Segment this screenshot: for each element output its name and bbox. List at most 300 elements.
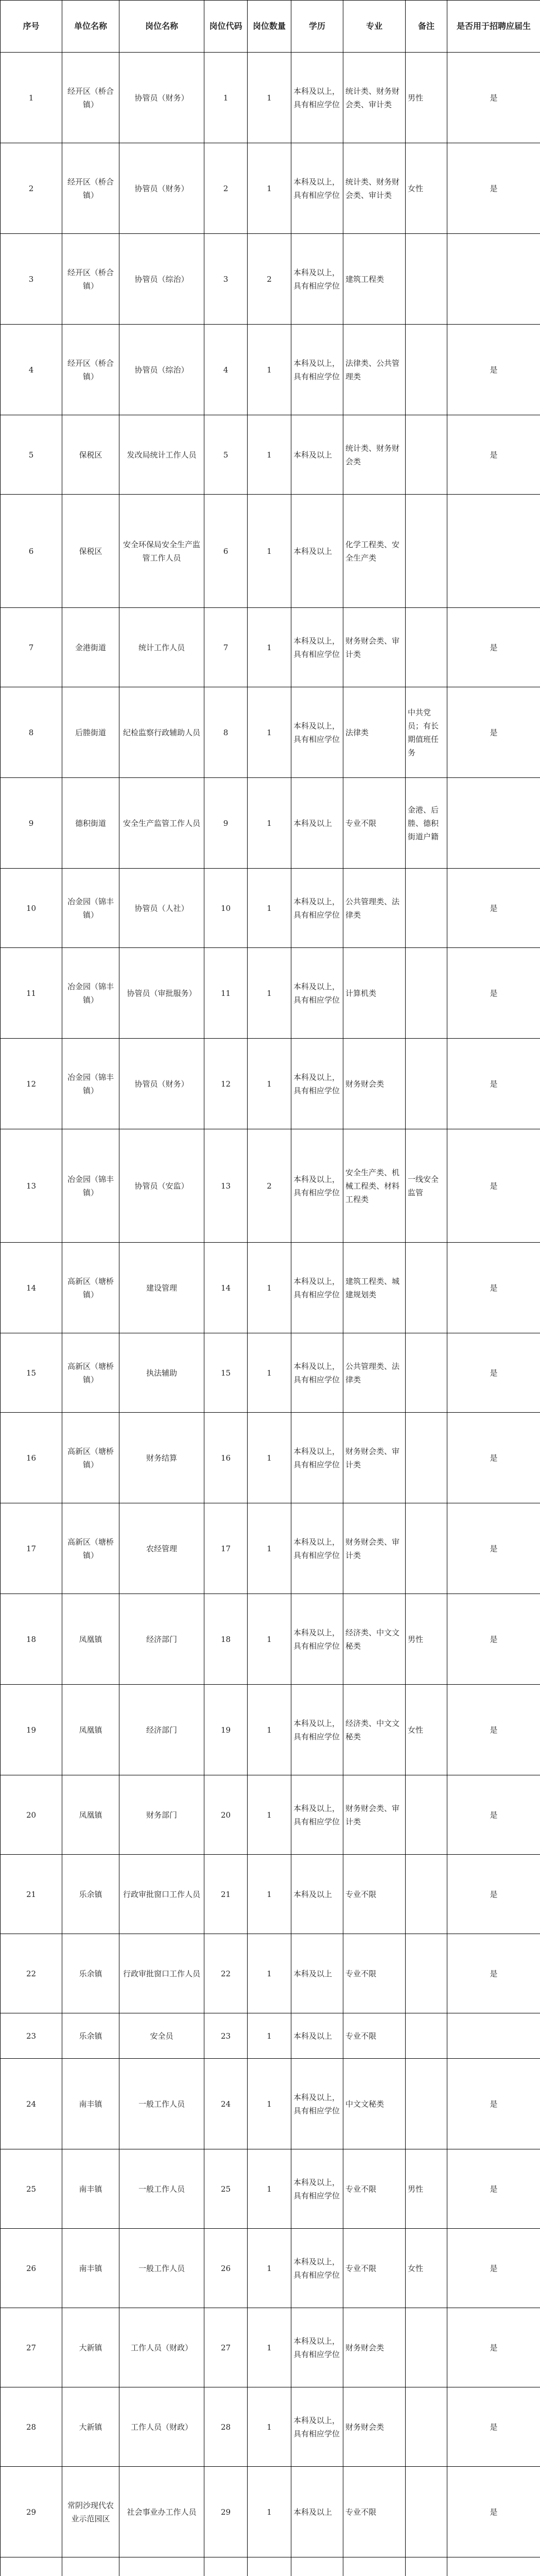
cell-post bbox=[119, 2557, 204, 2576]
cell-unit: 凤凰镇 bbox=[62, 1594, 119, 1685]
cell-post: 纪检监察行政辅助人员 bbox=[119, 687, 204, 778]
table-row bbox=[1, 1243, 540, 1333]
cell-no: 12 bbox=[1, 1039, 62, 1129]
table-row bbox=[1, 2557, 540, 2576]
cell-major: 计算机类 bbox=[343, 948, 406, 1039]
cell-major: 经济类、中文文秘类 bbox=[343, 1685, 406, 1775]
table-row bbox=[1, 1333, 540, 1413]
cell-major: 统计类、财务财会类、审计类 bbox=[343, 143, 406, 234]
cell-post: 一般工作人员 bbox=[119, 2059, 204, 2149]
cell-code: 25 bbox=[204, 2149, 248, 2229]
cell-unit: 高新区（塘桥镇） bbox=[62, 1243, 119, 1333]
cell-grad bbox=[447, 2013, 540, 2059]
cell-post: 工作人员（财政） bbox=[119, 2308, 204, 2387]
cell-code: 18 bbox=[204, 1594, 248, 1685]
table-row bbox=[1, 495, 540, 608]
cell-major: 建筑工程类 bbox=[343, 234, 406, 325]
cell-major: 专业不限 bbox=[343, 2149, 406, 2229]
cell-edu: 本科及以上，具有相应学位 bbox=[291, 1039, 343, 1129]
cell-count bbox=[248, 2557, 291, 2576]
table-row bbox=[1, 778, 540, 869]
cell-note bbox=[406, 1413, 447, 1503]
cell-major: 统计类、财务财会类 bbox=[343, 415, 406, 495]
cell-no: 21 bbox=[1, 1855, 62, 1934]
cell-unit bbox=[62, 2557, 119, 2576]
cell-note: 女性 bbox=[406, 2229, 447, 2308]
cell-post: 发改局统计工作人员 bbox=[119, 415, 204, 495]
cell-edu: 本科及以上，具有相应学位 bbox=[291, 1333, 343, 1413]
cell-code: 4 bbox=[204, 325, 248, 415]
cell-major: 财务财会类 bbox=[343, 2387, 406, 2467]
cell-code: 3 bbox=[204, 234, 248, 325]
cell-edu: 本科及以上，具有相应学位 bbox=[291, 1243, 343, 1333]
cell-no: 5 bbox=[1, 415, 62, 495]
cell-unit: 金港街道 bbox=[62, 608, 119, 687]
cell-major: 财务财会类、审计类 bbox=[343, 608, 406, 687]
cell-unit: 凤凰镇 bbox=[62, 1775, 119, 1855]
cell-unit: 经开区（桥合镇） bbox=[62, 234, 119, 325]
cell-count: 1 bbox=[248, 608, 291, 687]
cell-code: 16 bbox=[204, 1413, 248, 1503]
cell-code: 1 bbox=[204, 53, 248, 143]
cell-note bbox=[406, 234, 447, 325]
cell-note bbox=[406, 1333, 447, 1413]
cell-count: 1 bbox=[248, 2229, 291, 2308]
cell-post: 经济部门 bbox=[119, 1594, 204, 1685]
cell-code: 27 bbox=[204, 2308, 248, 2387]
cell-grad: 是 bbox=[447, 2149, 540, 2229]
cell-grad: 是 bbox=[447, 325, 540, 415]
cell-edu: 本科及以上，具有相应学位 bbox=[291, 2059, 343, 2149]
cell-grad: 是 bbox=[447, 415, 540, 495]
cell-no: 19 bbox=[1, 1685, 62, 1775]
cell-major: 公共管理类、法律类 bbox=[343, 869, 406, 948]
cell-count: 1 bbox=[248, 778, 291, 869]
cell-post: 协管员（综治） bbox=[119, 325, 204, 415]
cell-count: 1 bbox=[248, 143, 291, 234]
cell-edu: 本科及以上 bbox=[291, 415, 343, 495]
header-count: 岗位数量 bbox=[248, 1, 291, 53]
cell-code: 28 bbox=[204, 2387, 248, 2467]
cell-count: 1 bbox=[248, 2467, 291, 2557]
table-row bbox=[1, 53, 540, 143]
cell-unit: 南丰镇 bbox=[62, 2149, 119, 2229]
table-row bbox=[1, 2467, 540, 2557]
cell-unit: 经开区（桥合镇） bbox=[62, 53, 119, 143]
cell-code: 6 bbox=[204, 495, 248, 608]
cell-unit: 保税区 bbox=[62, 415, 119, 495]
cell-major: 财务财会类 bbox=[343, 2308, 406, 2387]
cell-grad: 是 bbox=[447, 1333, 540, 1413]
cell-major: 专业不限 bbox=[343, 1855, 406, 1934]
cell-grad: 是 bbox=[447, 2059, 540, 2149]
cell-edu: 本科及以上 bbox=[291, 495, 343, 608]
cell-note bbox=[406, 2387, 447, 2467]
cell-note bbox=[406, 1503, 447, 1594]
table-row bbox=[1, 1039, 540, 1129]
cell-no: 24 bbox=[1, 2059, 62, 2149]
cell-count: 1 bbox=[248, 1503, 291, 1594]
cell-note: 女性 bbox=[406, 1685, 447, 1775]
cell-unit: 常阴沙现代农业示范园区 bbox=[62, 2467, 119, 2557]
table-row bbox=[1, 1594, 540, 1685]
table-row bbox=[1, 2308, 540, 2387]
cell-post: 统计工作人员 bbox=[119, 608, 204, 687]
cell-note bbox=[406, 1243, 447, 1333]
cell-no: 29 bbox=[1, 2467, 62, 2557]
cell-post: 行政审批窗口工作人员 bbox=[119, 1934, 204, 2013]
cell-count: 1 bbox=[248, 1934, 291, 2013]
cell-note bbox=[406, 2308, 447, 2387]
cell-grad: 是 bbox=[447, 1413, 540, 1503]
cell-grad: 是 bbox=[447, 143, 540, 234]
cell-unit: 经开区（桥合镇） bbox=[62, 325, 119, 415]
cell-major: 专业不限 bbox=[343, 2013, 406, 2059]
cell-post: 一般工作人员 bbox=[119, 2149, 204, 2229]
cell-no: 10 bbox=[1, 869, 62, 948]
table-row bbox=[1, 869, 540, 948]
cell-major: 中文文秘类 bbox=[343, 2059, 406, 2149]
cell-unit: 乐余镇 bbox=[62, 1855, 119, 1934]
cell-count: 1 bbox=[248, 2308, 291, 2387]
cell-edu: 本科及以上，具有相应学位 bbox=[291, 53, 343, 143]
cell-count: 1 bbox=[248, 1775, 291, 1855]
cell-grad: 是 bbox=[447, 1594, 540, 1685]
cell-code: 12 bbox=[204, 1039, 248, 1129]
cell-edu: 本科及以上，具有相应学位 bbox=[291, 948, 343, 1039]
cell-edu: 本科及以上 bbox=[291, 1934, 343, 2013]
cell-count: 1 bbox=[248, 1855, 291, 1934]
cell-count: 1 bbox=[248, 1685, 291, 1775]
cell-count: 1 bbox=[248, 2059, 291, 2149]
cell-code: 21 bbox=[204, 1855, 248, 1934]
table-row bbox=[1, 608, 540, 687]
cell-no: 8 bbox=[1, 687, 62, 778]
cell-grad: 是 bbox=[447, 1243, 540, 1333]
cell-no: 22 bbox=[1, 1934, 62, 2013]
cell-grad bbox=[447, 495, 540, 608]
cell-edu: 本科及以上，具有相应学位 bbox=[291, 2229, 343, 2308]
cell-edu: 本科及以上，具有相应学位 bbox=[291, 1129, 343, 1243]
cell-count: 2 bbox=[248, 1129, 291, 1243]
cell-post: 财务结算 bbox=[119, 1413, 204, 1503]
cell-note bbox=[406, 608, 447, 687]
cell-code: 17 bbox=[204, 1503, 248, 1594]
cell-count: 1 bbox=[248, 1039, 291, 1129]
cell-post: 安全环保局安全生产监管工作人员 bbox=[119, 495, 204, 608]
cell-edu: 本科及以上，具有相应学位 bbox=[291, 1503, 343, 1594]
cell-code: 13 bbox=[204, 1129, 248, 1243]
cell-count: 1 bbox=[248, 948, 291, 1039]
cell-code: 7 bbox=[204, 608, 248, 687]
cell-grad: 是 bbox=[447, 1129, 540, 1243]
cell-no: 4 bbox=[1, 325, 62, 415]
cell-post: 经济部门 bbox=[119, 1685, 204, 1775]
cell-grad: 是 bbox=[447, 1855, 540, 1934]
cell-unit: 后塍街道 bbox=[62, 687, 119, 778]
cell-unit: 乐余镇 bbox=[62, 1934, 119, 2013]
cell-post: 农经管理 bbox=[119, 1503, 204, 1594]
cell-no: 7 bbox=[1, 608, 62, 687]
cell-edu: 本科及以上，具有相应学位 bbox=[291, 1685, 343, 1775]
cell-post: 建设管理 bbox=[119, 1243, 204, 1333]
cell-grad: 是 bbox=[447, 2229, 540, 2308]
cell-post: 工作人员（财政） bbox=[119, 2387, 204, 2467]
cell-note: 女性 bbox=[406, 143, 447, 234]
cell-edu: 本科及以上 bbox=[291, 1855, 343, 1934]
cell-unit: 经开区（桥合镇） bbox=[62, 143, 119, 234]
cell-no: 16 bbox=[1, 1413, 62, 1503]
cell-unit: 保税区 bbox=[62, 495, 119, 608]
cell-no: 3 bbox=[1, 234, 62, 325]
cell-no: 17 bbox=[1, 1503, 62, 1594]
cell-no: 20 bbox=[1, 1775, 62, 1855]
cell-grad bbox=[447, 234, 540, 325]
cell-no: 28 bbox=[1, 2387, 62, 2467]
table-row bbox=[1, 1855, 540, 1934]
cell-code: 2 bbox=[204, 143, 248, 234]
cell-count: 1 bbox=[248, 2013, 291, 2059]
cell-edu: 本科及以上，具有相应学位 bbox=[291, 325, 343, 415]
cell-grad: 是 bbox=[447, 608, 540, 687]
cell-major: 专业不限 bbox=[343, 778, 406, 869]
table-row bbox=[1, 2059, 540, 2149]
cell-major: 财务财会类、审计类 bbox=[343, 1775, 406, 1855]
table-row bbox=[1, 2387, 540, 2467]
cell-edu: 本科及以上 bbox=[291, 2467, 343, 2557]
cell-note bbox=[406, 2467, 447, 2557]
cell-note bbox=[406, 2557, 447, 2576]
cell-note bbox=[406, 1039, 447, 1129]
cell-note bbox=[406, 415, 447, 495]
cell-grad: 是 bbox=[447, 1775, 540, 1855]
cell-edu: 本科及以上，具有相应学位 bbox=[291, 1413, 343, 1503]
table-row bbox=[1, 1503, 540, 1594]
cell-post: 行政审批窗口工作人员 bbox=[119, 1855, 204, 1934]
cell-note bbox=[406, 1855, 447, 1934]
cell-grad: 是 bbox=[447, 2467, 540, 2557]
cell-major: 安全生产类、机械工程类、材料工程类 bbox=[343, 1129, 406, 1243]
cell-major: 化学工程类、安全生产类 bbox=[343, 495, 406, 608]
cell-count: 1 bbox=[248, 1243, 291, 1333]
cell-edu: 本科及以上，具有相应学位 bbox=[291, 1594, 343, 1685]
cell-grad: 是 bbox=[447, 1503, 540, 1594]
cell-grad: 是 bbox=[447, 53, 540, 143]
cell-no: 26 bbox=[1, 2229, 62, 2308]
cell-edu: 本科及以上，具有相应学位 bbox=[291, 1775, 343, 1855]
cell-major: 公共管理类、法律类 bbox=[343, 1333, 406, 1413]
cell-note: 一线安全监管 bbox=[406, 1129, 447, 1243]
table-header-row bbox=[1, 1, 540, 53]
cell-edu: 本科及以上，具有相应学位 bbox=[291, 869, 343, 948]
cell-major: 专业不限 bbox=[343, 2467, 406, 2557]
header-major: 专业 bbox=[343, 1, 406, 53]
cell-note bbox=[406, 2059, 447, 2149]
cell-grad bbox=[447, 2557, 540, 2576]
cell-code: 11 bbox=[204, 948, 248, 1039]
cell-post: 财务部门 bbox=[119, 1775, 204, 1855]
cell-unit: 高新区（塘桥镇） bbox=[62, 1333, 119, 1413]
cell-major: 建筑工程类、城建规划类 bbox=[343, 1243, 406, 1333]
cell-note: 男性 bbox=[406, 1594, 447, 1685]
cell-edu: 本科及以上，具有相应学位 bbox=[291, 2308, 343, 2387]
cell-unit: 冶金园（锦丰镇） bbox=[62, 1039, 119, 1129]
cell-major: 专业不限 bbox=[343, 2229, 406, 2308]
cell-note: 中共党员；有长期值班任务 bbox=[406, 687, 447, 778]
table-row bbox=[1, 415, 540, 495]
cell-grad bbox=[447, 778, 540, 869]
cell-post: 一般工作人员 bbox=[119, 2229, 204, 2308]
cell-count: 1 bbox=[248, 1413, 291, 1503]
cell-post: 协管员（财务） bbox=[119, 1039, 204, 1129]
cell-grad: 是 bbox=[447, 1934, 540, 2013]
cell-post: 协管员（人社） bbox=[119, 869, 204, 948]
cell-no: 11 bbox=[1, 948, 62, 1039]
cell-unit: 凤凰镇 bbox=[62, 1685, 119, 1775]
cell-major bbox=[343, 2557, 406, 2576]
cell-note bbox=[406, 1934, 447, 2013]
cell-edu: 本科及以上，具有相应学位 bbox=[291, 687, 343, 778]
cell-grad: 是 bbox=[447, 687, 540, 778]
cell-note bbox=[406, 2013, 447, 2059]
cell-edu: 本科及以上，具有相应学位 bbox=[291, 234, 343, 325]
cell-no: 2 bbox=[1, 143, 62, 234]
cell-major: 统计类、财务财会类、审计类 bbox=[343, 53, 406, 143]
table-row bbox=[1, 1129, 540, 1243]
cell-grad: 是 bbox=[447, 1685, 540, 1775]
cell-no: 13 bbox=[1, 1129, 62, 1243]
cell-code: 9 bbox=[204, 778, 248, 869]
cell-code: 22 bbox=[204, 1934, 248, 2013]
cell-note: 男性 bbox=[406, 2149, 447, 2229]
cell-edu: 本科及以上 bbox=[291, 778, 343, 869]
cell-major: 法律类 bbox=[343, 687, 406, 778]
cell-note bbox=[406, 869, 447, 948]
cell-count: 2 bbox=[248, 234, 291, 325]
cell-major: 财务财会类、审计类 bbox=[343, 1413, 406, 1503]
table-row bbox=[1, 2149, 540, 2229]
table-row bbox=[1, 1413, 540, 1503]
cell-count: 1 bbox=[248, 2387, 291, 2467]
cell-code: 8 bbox=[204, 687, 248, 778]
cell-note bbox=[406, 495, 447, 608]
cell-no: 25 bbox=[1, 2149, 62, 2229]
cell-count: 1 bbox=[248, 495, 291, 608]
table-row bbox=[1, 687, 540, 778]
cell-grad: 是 bbox=[447, 2308, 540, 2387]
header-unit: 单位名称 bbox=[62, 1, 119, 53]
cell-count: 1 bbox=[248, 687, 291, 778]
cell-count: 1 bbox=[248, 2149, 291, 2229]
cell-major: 财务财会类 bbox=[343, 1039, 406, 1129]
cell-code: 26 bbox=[204, 2229, 248, 2308]
table-row bbox=[1, 1934, 540, 2013]
cell-grad: 是 bbox=[447, 1039, 540, 1129]
cell-code: 23 bbox=[204, 2013, 248, 2059]
cell-code: 5 bbox=[204, 415, 248, 495]
cell-note bbox=[406, 1775, 447, 1855]
cell-post: 安全生产监管工作人员 bbox=[119, 778, 204, 869]
table-body bbox=[1, 53, 540, 2576]
cell-post: 安全员 bbox=[119, 2013, 204, 2059]
cell-major: 经济类、中文文秘类 bbox=[343, 1594, 406, 1685]
header-edu: 学历 bbox=[291, 1, 343, 53]
cell-count: 1 bbox=[248, 53, 291, 143]
table-row bbox=[1, 1775, 540, 1855]
header-no: 序号 bbox=[1, 1, 62, 53]
cell-count: 1 bbox=[248, 325, 291, 415]
cell-post: 协管员（审批服务） bbox=[119, 948, 204, 1039]
cell-unit: 德积街道 bbox=[62, 778, 119, 869]
cell-major: 法律类、公共管理类 bbox=[343, 325, 406, 415]
cell-unit: 冶金园（锦丰镇） bbox=[62, 1129, 119, 1243]
cell-count: 1 bbox=[248, 1594, 291, 1685]
cell-post: 协管员（安监） bbox=[119, 1129, 204, 1243]
cell-grad: 是 bbox=[447, 2387, 540, 2467]
cell-count: 1 bbox=[248, 1333, 291, 1413]
cell-no: 15 bbox=[1, 1333, 62, 1413]
cell-unit: 高新区（塘桥镇） bbox=[62, 1413, 119, 1503]
cell-post: 社会事业办工作人员 bbox=[119, 2467, 204, 2557]
cell-major: 专业不限 bbox=[343, 1934, 406, 2013]
cell-note bbox=[406, 948, 447, 1039]
cell-grad: 是 bbox=[447, 869, 540, 948]
cell-post: 执法辅助 bbox=[119, 1333, 204, 1413]
table-row bbox=[1, 2013, 540, 2059]
cell-unit: 冶金园（锦丰镇） bbox=[62, 948, 119, 1039]
cell-code: 29 bbox=[204, 2467, 248, 2557]
cell-code: 10 bbox=[204, 869, 248, 948]
cell-code: 15 bbox=[204, 1333, 248, 1413]
cell-edu bbox=[291, 2557, 343, 2576]
cell-no: 9 bbox=[1, 778, 62, 869]
cell-code: 20 bbox=[204, 1775, 248, 1855]
cell-count: 1 bbox=[248, 415, 291, 495]
cell-grad: 是 bbox=[447, 948, 540, 1039]
header-post: 岗位名称 bbox=[119, 1, 204, 53]
cell-major: 财务财会类、审计类 bbox=[343, 1503, 406, 1594]
header-note: 备注 bbox=[406, 1, 447, 53]
cell-code bbox=[204, 2557, 248, 2576]
table-row bbox=[1, 1685, 540, 1775]
cell-edu: 本科及以上，具有相应学位 bbox=[291, 2149, 343, 2229]
cell-no: 1 bbox=[1, 53, 62, 143]
cell-code: 14 bbox=[204, 1243, 248, 1333]
table-row bbox=[1, 143, 540, 234]
cell-no bbox=[1, 2557, 62, 2576]
cell-post: 协管员（综治） bbox=[119, 234, 204, 325]
cell-note: 男性 bbox=[406, 53, 447, 143]
cell-no: 18 bbox=[1, 1594, 62, 1685]
header-grad: 是否用于招聘应届生 bbox=[447, 1, 540, 53]
cell-note bbox=[406, 325, 447, 415]
table-row bbox=[1, 2229, 540, 2308]
cell-no: 14 bbox=[1, 1243, 62, 1333]
cell-edu: 本科及以上，具有相应学位 bbox=[291, 2387, 343, 2467]
header-code: 岗位代码 bbox=[204, 1, 248, 53]
table-row bbox=[1, 234, 540, 325]
cell-post: 协管员（财务） bbox=[119, 53, 204, 143]
cell-unit: 大新镇 bbox=[62, 2387, 119, 2467]
cell-unit: 南丰镇 bbox=[62, 2229, 119, 2308]
cell-no: 23 bbox=[1, 2013, 62, 2059]
cell-edu: 本科及以上，具有相应学位 bbox=[291, 608, 343, 687]
cell-no: 6 bbox=[1, 495, 62, 608]
cell-unit: 冶金园（锦丰镇） bbox=[62, 869, 119, 948]
cell-unit: 高新区（塘桥镇） bbox=[62, 1503, 119, 1594]
cell-post: 协管员（财务） bbox=[119, 143, 204, 234]
cell-edu: 本科及以上 bbox=[291, 2013, 343, 2059]
